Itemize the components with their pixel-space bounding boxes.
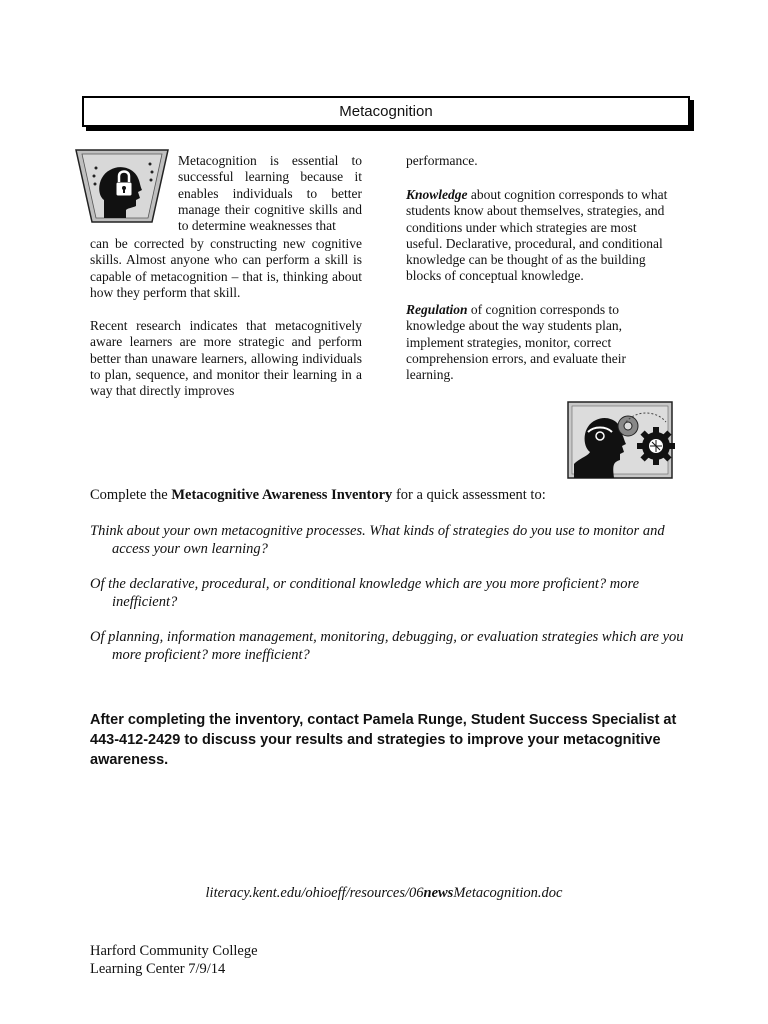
source-part-3: Metacognition.doc — [453, 885, 563, 901]
source-part-2: news — [423, 885, 454, 901]
head-with-gears-icon — [566, 400, 678, 480]
regulation-text: of cognition corresponds to knowledge about the way students plan, implement strategies, monitor, correct comprehension errors, and evaluate their learning. — [406, 302, 627, 383]
source-part-1: literacy.kent.edu/ohioeff/resources/06 — [205, 885, 424, 901]
intro-after: for a quick assessment to: — [392, 487, 546, 503]
footer-center-date: Learning Center 7/9/14 — [90, 961, 226, 977]
intro-paragraph-wrapped: Metacognition is essential to successful learning because it enables individuals to better manage their cognitive skills and to determine weaknesses that — [178, 153, 362, 234]
page-title: Metacognition — [82, 96, 690, 127]
head-with-lock-icon — [74, 148, 170, 224]
performance-line: performance. — [406, 153, 478, 168]
footer-college: Harford Community College — [90, 943, 258, 959]
question-1: Think about your own metacognitive processes. What kinds of strategies do you use to monitor and access your own learning? — [90, 523, 665, 557]
knowledge-paragraph — [406, 187, 676, 285]
knowledge-text: about cognition corresponds to what students know about themselves, strategies, and conditions under which strategies are most useful. Declarative, procedural, and conditional knowledge can be thought of as the building blocks of conceptual knowledge. — [406, 187, 668, 284]
intro-paragraph-continued: can be corrected by constructing new cognitive skills. Almost anyone who can perform a skill is capable of metacognition – that is, thinking about how they perform that skill. — [90, 236, 362, 300]
knowledge-term: Knowledge — [406, 187, 468, 202]
intro-before: Complete the — [90, 487, 172, 503]
gear-icon — [637, 427, 675, 465]
contact-paragraph: After completing the inventory, contact Pamela Runge, Student Success Specialist at 443-412-2429 to discuss your results and strategies to improve your metacognitive awareness. — [90, 712, 677, 768]
question-3: Of planning, information management, monitoring, debugging, or evaluation strategies which are you more proficient? more inefficient? — [90, 629, 684, 663]
footer — [90, 942, 258, 978]
research-paragraph: Recent research indicates that metacognitively aware learners are more strategic and perform better than unaware learners, allowing individuals to plan, sequence, and monitor their learning in a way that directly improves — [90, 318, 362, 399]
assessment-intro — [90, 486, 690, 504]
regulation-paragraph — [406, 302, 676, 383]
source-reference — [0, 885, 768, 902]
regulation-term: Regulation — [406, 302, 468, 317]
question-2: Of the declarative, procedural, or conditional knowledge which are you more proficient? more inefficient? — [90, 576, 640, 610]
inventory-name: Metacognitive Awareness Inventory — [171, 487, 393, 503]
